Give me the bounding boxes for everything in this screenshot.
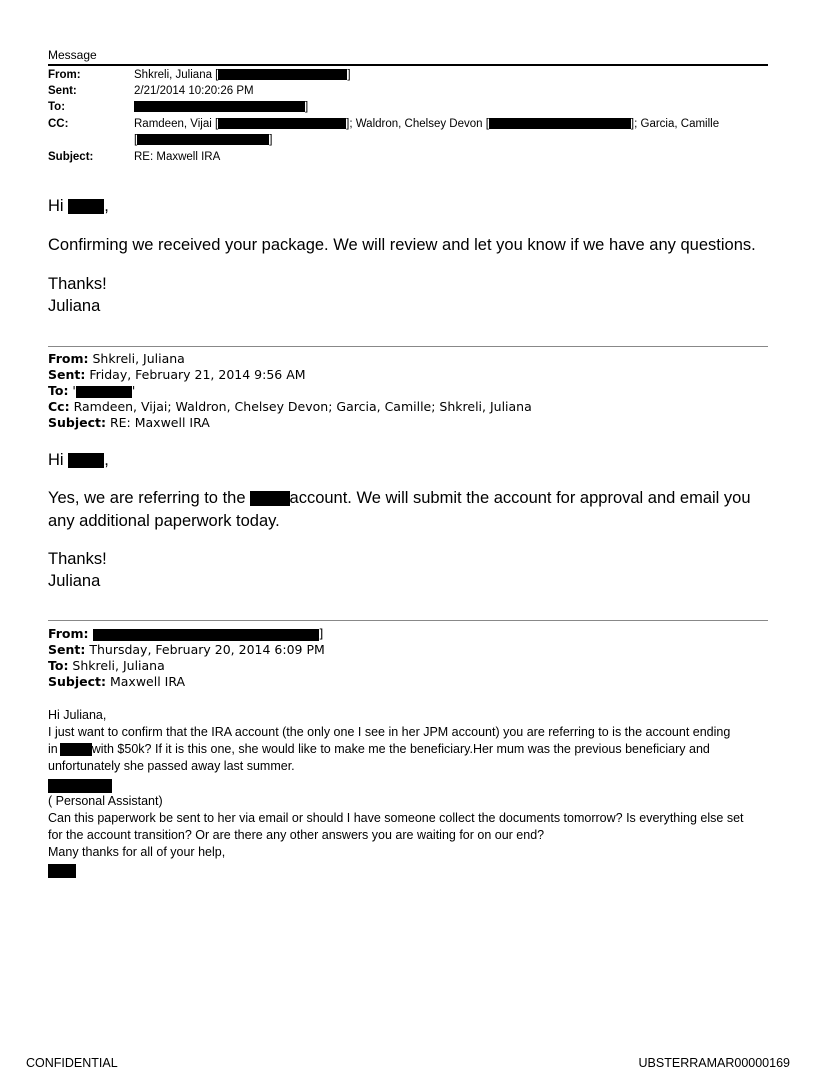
- cc-value: Ramdeen, Vijai; Waldron, Chelsey Devon; Garcia, Camille; Shkreli, Juliana: [69, 399, 532, 414]
- reply1-closing: Thanks!: [48, 275, 107, 293]
- subject-value: RE: Maxwell IRA: [134, 151, 221, 163]
- reply2-body-line2: any additional paperwork today.: [48, 512, 280, 530]
- bracket-open: [: [134, 134, 138, 146]
- body-text: Yes, we are referring to the: [48, 489, 246, 507]
- footer-bates-number: UBSTERRAMAR00000169: [638, 1056, 790, 1070]
- sent-value: Thursday, February 20, 2014 6:09 PM: [85, 642, 325, 657]
- bracket-close: ]: [269, 134, 273, 146]
- to-value: Shkreli, Juliana: [68, 658, 165, 673]
- reply1-signature: Juliana: [48, 297, 101, 315]
- redaction-block: [134, 101, 305, 112]
- greeting-text: Hi: [48, 197, 64, 215]
- redaction-block: [93, 629, 319, 641]
- body-text: with $50k? If it is this one, she would like to make me the beneficiary.Her mum was the previous beneficiary and: [91, 742, 710, 756]
- reply1-greeting: [48, 195, 109, 218]
- reply2-signature: Juliana: [48, 572, 101, 590]
- original-greeting: Hi Juliana,: [48, 708, 107, 722]
- to-field: [134, 101, 308, 113]
- redaction-block: [48, 864, 76, 878]
- sent-label: Sent:: [48, 85, 77, 97]
- subject-label: Subject:: [48, 674, 106, 689]
- subject-value: RE: Maxwell IRA: [106, 415, 210, 430]
- redaction-block: [137, 134, 269, 145]
- redaction-block: [48, 779, 112, 793]
- to-label: To:: [48, 101, 66, 113]
- cc-field: [134, 118, 719, 130]
- footer-confidential: CONFIDENTIAL: [26, 1056, 118, 1070]
- separator-rule: [48, 620, 768, 621]
- cc-part1: Ramdeen, Vijai [: [134, 118, 219, 130]
- redaction-block: [76, 386, 132, 398]
- original-line6: Many thanks for all of your help,: [48, 845, 226, 859]
- quote-close: ': [131, 383, 136, 398]
- redaction-block: [489, 118, 631, 129]
- bracket-close: ]: [347, 69, 351, 81]
- reply1-body: Confirming we received your package. We will review and let you know if we have any questions.: [48, 236, 756, 254]
- reply2-to: [48, 383, 135, 399]
- redaction-block: [218, 69, 347, 80]
- redaction-block: [60, 743, 92, 756]
- cc-label: Cc:: [48, 399, 70, 414]
- original-line1: I just want to confirm that the IRA account (the only one I see in her JPM account) you are referring to is the account ending: [48, 725, 731, 739]
- body-text: account. We will submit the account for approval and email you: [289, 489, 751, 507]
- redaction-block: [68, 453, 104, 468]
- redaction-block: [250, 491, 290, 506]
- to-label: To:: [48, 658, 69, 673]
- cc-part3: ]; Garcia, Camille: [630, 118, 720, 130]
- reply2-subject: [48, 415, 210, 431]
- original-line2: [48, 741, 710, 758]
- greeting-comma: ,: [104, 451, 109, 469]
- cc-part2: ]; Waldron, Chelsey Devon [: [346, 118, 489, 130]
- redaction-block: [218, 118, 346, 129]
- bracket-close: ]: [318, 626, 324, 641]
- original-subject: [48, 674, 185, 690]
- from-field: [134, 69, 351, 81]
- message-label: Message: [48, 48, 97, 62]
- from-label: From:: [48, 69, 81, 81]
- original-line3: unfortunately she passed away last summer.: [48, 759, 295, 773]
- greeting-comma: ,: [104, 197, 109, 215]
- reply2-cc: [48, 399, 532, 415]
- subject-value: Maxwell IRA: [106, 674, 186, 689]
- original-to: [48, 658, 165, 674]
- reply2-from: [48, 351, 185, 367]
- redaction-block: [68, 199, 104, 214]
- from-value: Shkreli, Juliana: [88, 351, 185, 366]
- cc-field-cont: [134, 134, 272, 146]
- sent-label: Sent:: [48, 642, 86, 657]
- sent-label: Sent:: [48, 367, 86, 382]
- bracket-close: ]: [305, 101, 309, 113]
- greeting-text: Hi: [48, 451, 64, 469]
- subject-label: Subject:: [48, 415, 106, 430]
- separator-rule: [48, 346, 768, 347]
- reply2-greeting: [48, 449, 109, 472]
- reply2-body-line1: [48, 487, 751, 510]
- header-rule: [48, 64, 768, 66]
- signature-redacted: [48, 862, 76, 880]
- original-sent: [48, 642, 325, 658]
- sent-value: 2/21/2014 10:20:26 PM: [134, 85, 254, 97]
- to-label: To:: [48, 383, 69, 398]
- sent-value: Friday, February 21, 2014 9:56 AM: [85, 367, 306, 382]
- from-value: Shkreli, Juliana [: [134, 69, 219, 81]
- cc-label: CC:: [48, 118, 69, 130]
- original-line4: Can this paperwork be sent to her via email or should I have someone collect the documents tomorrow? Is everything else set: [48, 811, 744, 825]
- original-line5: for the account transition? Or are there any other answers you are waiting for on our end?: [48, 828, 545, 842]
- subject-label: Subject:: [48, 151, 94, 163]
- reply2-closing: Thanks!: [48, 550, 107, 568]
- from-label: From:: [48, 351, 89, 366]
- quote-open: ': [68, 383, 76, 398]
- from-label: From:: [48, 626, 89, 641]
- original-from: [48, 626, 323, 642]
- original-role: ( Personal Assistant): [48, 794, 163, 808]
- body-text: in: [48, 742, 58, 756]
- reply2-sent: [48, 367, 306, 383]
